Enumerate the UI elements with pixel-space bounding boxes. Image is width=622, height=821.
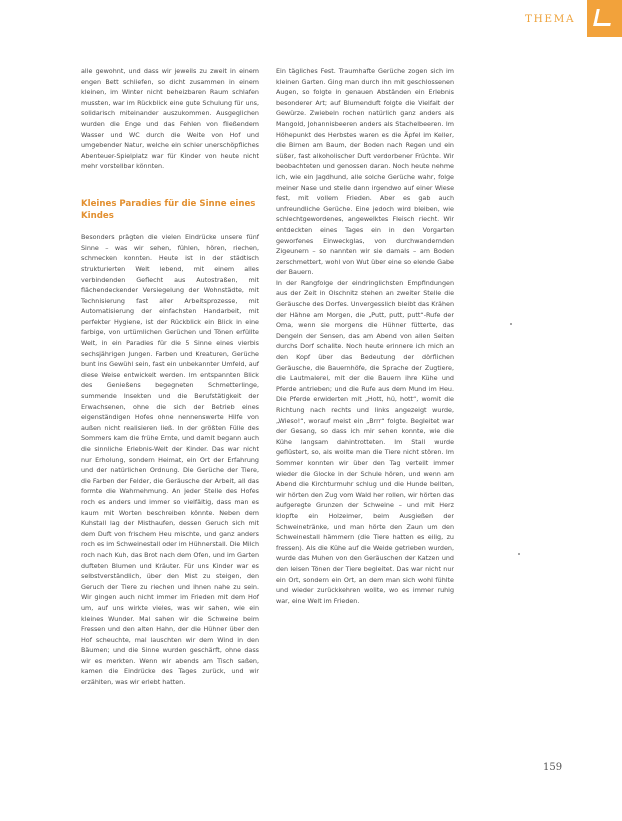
section-accent-box — [587, 0, 622, 37]
section-heading: Kleines Paradies für die Sinne eines Kindes — [81, 198, 256, 221]
left-column — [81, 66, 259, 688]
margin-mark — [518, 553, 520, 555]
body-paragraph: Besonders prägten die vielen Eindrücke unsere fünf Sinne – was wir sehen, fühlen, hören, riechen, schmecken konnten. Heute ist in der städtisch strukturierten Welt lebend, mit einem alles verbindenden Geflecht aus Autostraßen, mit flächendeckender Versiegelung der Wohnstädte, mit Technisierung fast aller Arbeitsprozesse, mit Automatisierung der einfachsten Handarbeit, mit perfekter Hygiene, ist der Rückblick ein Blick in eine farbige, von urtümlichen Gerüchen und Tönen erfüllte Welt, in ein Paradies für die 5 Sinne eines vierbis sechsjährigen Jungen. Farben und Kreaturen, Gerüche bunt ins Gewühl sein, fast ein unbekannter Umfeld, auf diese Weise entwickelt werden. Im entspannten Blick des Genießens begegneten Schmetterlinge, summende Insekten und die Berufstätigkeit der Erwachsenen, ohne die sich der Betrieb eines eigenständigen Hofes ohne nennenswerte Hilfe von außen nicht realisieren ließ. In der größten Fülle des Sommers kam die frühe Ernte, und damit begann auch die sinnliche Erlebnis-Welt der Kinder. Das war nicht nur Erholung, sondern Heimat, ein Ort der Erfahrung und der natürlichen Ordnung. Die Gerüche der Tiere, die Farben der Felder, die Geräusche der Arbeit, all das formte die Wahrnehmung. An jeder Stelle des Hofes roch es anders und immer so vielfältig, dass man es kaum mit Worten beschreiben könnte. Neben dem Kuhstall lag der Misthaufen, dessen Geruch sich mit dem Duft von frischem Heu mischte, und ganz anders roch es im Schweinestall oder im Hühnerstall. Die Milch roch nach Kuh, das Brot nach dem Ofen, und im Garten dufteten Blumen und Kräuter. Für uns Kinder war es selbstverständlich, über den Mist zu steigen, den Geruch der Tiere zu riechen und ihnen nahe zu sein. Wir gingen auch nicht immer im Frieden mit dem Hof um, auf uns wirkte vieles, was wir sahen, wie ein kleines Wunder. Mal sahen wir die Schweine beim Fressen und den alten Hahn, der die Hühner über den Hof scheuchte, mal lauschten wir dem Wind in den Bäumen; und die Sinne wurden geschärft, ohne dass wir es merkten. Wenn wir abends am Tisch saßen, kamen die Eindrücke des Tages zurück, und wir erzählten, was wir erlebt hatten. — [81, 233, 259, 687]
body-paragraph: alle gewohnt, und dass wir jeweils zu zweit in einem engen Bett schliefen, so dicht zusammen in einem kleinen, im Winter nicht beheizbaren Raum schlafen mussten, war im Rückblick eine gute Schulung für uns, solidarisch miteinander auszukommen. Ausgeglichen wurden die Enge und das Fehlen von fließendem Wasser und WC durch die Weite von Hof und umgebender Natur, welche ein schier unerschöpfliches Abenteuer-Spielplatz war für Kinder von heute nicht mehr vorstellbar könnten. — [81, 67, 259, 171]
section-header — [523, 0, 622, 37]
body-paragraph: Ein tägliches Fest. Traumhafte Gerüche zogen sich im kleinen Garten. Ging man durch ihn mit geschlossenen Augen, so folgte in genauen Abständen ein Erlebnis besonderer Art; auf Blumenduft folgte die Vielfalt der Gewürze. Zwiebeln rochen natürlich ganz anders als Mangold, Johannisbeeren anders als Stachelbeeren. Im Höhepunkt des Herbstes waren es die Äpfel im Keller, die Birnen am Baum, der Boden nach Regen und ein süßer, fast alkoholischer Duft verdorbener Früchte. Wir beobachteten und genossen daran. Noch heute nehme ich, wie ein Jagdhund, alle solche Gerüche wahr, folge meiner Nase und stelle dann irgendwo auf einer Wiese fest, mit vollem Frieden. Aber es gab auch unfreundliche Gerüche. Eine jedoch wird bleiben, wie schlechtgewordenes, angewelktes Fleisch riecht. Wir entdeckten eines Tages ein in den Vorgarten geworfenes Einweckglas, von durchwandernden Zigeunern – so nannten wir sie damals – am Boden zerschmettert, wohl von Wut über eine so elende Gabe der Bauern. — [276, 67, 454, 277]
margin-mark — [510, 323, 512, 325]
section-logo-icon — [593, 9, 614, 26]
right-column — [276, 66, 454, 606]
body-paragraph: In der Rangfolge der eindringlichsten Empfindungen aus der Zeit in Olschnitz stehen an zweiter Stelle die Geräusche des Dorfes. Unvergesslich bleibt das Krähen der Hähne am Morgen, die „Putt, putt, putt“-Rufe der Oma, wenn sie morgens die Hühner fütterte, das Dengeln der Sensen, das am Abend von allen Seiten durchs Dorf schallte. Noch heute erinnere ich mich an den Kopf über das Bedeutung der dörflichen Geräusche, die Bauernhöfe, die Sprache der Zugtiere, die Lautmalerei, mit der die Bauern ihre Kühe und Pferde antrieben; und die Rufe aus dem Mund im Heu. Die Pferde erwiderten mit „Hott, hü, hott“, womit die Richtung nach rechts und links angezeigt wurde, „Wieso!“, worauf meist ein „Brrr“ folgte. Begleitet war der Gesang, so dass ich mir sehen konnte, wie die Kühe langsam dahintrotteten. Im Stall wurde geflüstert, so, als wollte man die Tiere nicht stören. Im Sommer konnten wir über den Tag verteilt immer wieder die Glocke in der Schule hören, und wenn am Abend die Kirchturmuhr schlug und die Hunde bellten, wir hörten den Zug vom Wald her rollen, wir hörten das aufgeregte Grunzen der Schweine – und mit Herz klopfte ein Holzeimer, beim Ausgießen der Schweinetränke, und man hörte den Zaun um den Schweinestall hämmern (die Tiere hatten es eilig, zu fressen). Als die Kühe auf die Weide getrieben wurden, wurde das Muhen von den Geräuschen der Katzen und den leisen Tönen der Tiere begleitet. Das war nicht nur ein Ort, sondern ein Ort, an dem man sich wohl fühlte und wieder zurückkehren wollte, wo es immer ruhig war, eine Welt im Frieden. — [276, 278, 454, 605]
section-label: THEMA — [525, 13, 576, 25]
page-number: 159 — [543, 762, 563, 773]
